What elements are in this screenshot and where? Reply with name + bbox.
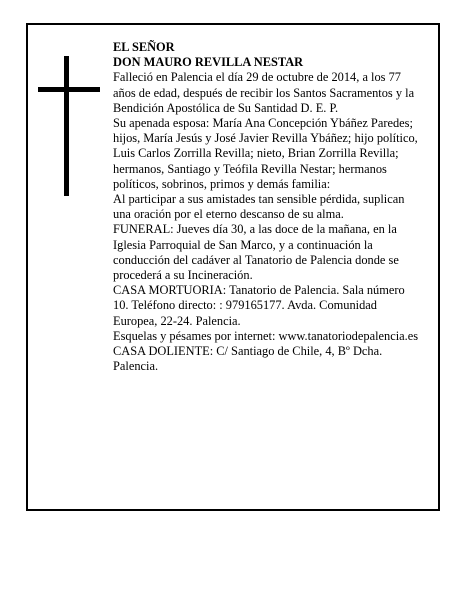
family-list: Su apenada esposa: María Ana Concepción Ybáñez Paredes; hijos, María Jesús y José Javier Revilla Ybáñez; hijo político, Luis Carlos Zorrilla Revilla; nieto, Brian Zorrilla Revilla; hermanos, Santiago y Teófila Revilla Nestar; hermanos políticos, sobrinos, primos y demás familia: (113, 116, 418, 191)
deceased-name: DON MAURO REVILLA NESTAR (113, 55, 304, 70)
mortuary-info: CASA MORTUORIA: Tanatorio de Palencia. Sala número 10. Teléfono directo: : 979165177. Avda. Comunidad Europea, 22-24. Palencia. (113, 283, 405, 328)
death-notice: Falleció en Palencia el día 29 de octubre de 2014, a los 77 años de edad, después de recibir los Santos Sacramentos y la Bendición Apostólica de Su Santidad D. E. P. (113, 70, 415, 115)
obituary-text (113, 40, 419, 374)
funeral-info: FUNERAL: Jueves día 30, a las doce de la mañana, en la Iglesia Parroquial de San Marco, y a continuación la conducción del cadáver al Tanatorio de Palencia donde se procederá a su Incineración. (113, 222, 399, 283)
cross-icon (38, 56, 100, 196)
prayer-request: Al participar a sus amistades tan sensible pérdida, suplican una oración por el eterno descanso de su alma. (113, 192, 405, 222)
family-home-info: CASA DOLIENTE: C/ Santiago de Chile, 4, Bº Dcha. Palencia. (113, 344, 383, 374)
obituary-title: EL SEÑOR (113, 40, 175, 54)
cross-horizontal-bar (38, 87, 100, 92)
cross-vertical-bar (64, 56, 69, 196)
condolences-info: Esquelas y pésames por internet: www.tanatoriodepalencia.es (113, 328, 419, 343)
